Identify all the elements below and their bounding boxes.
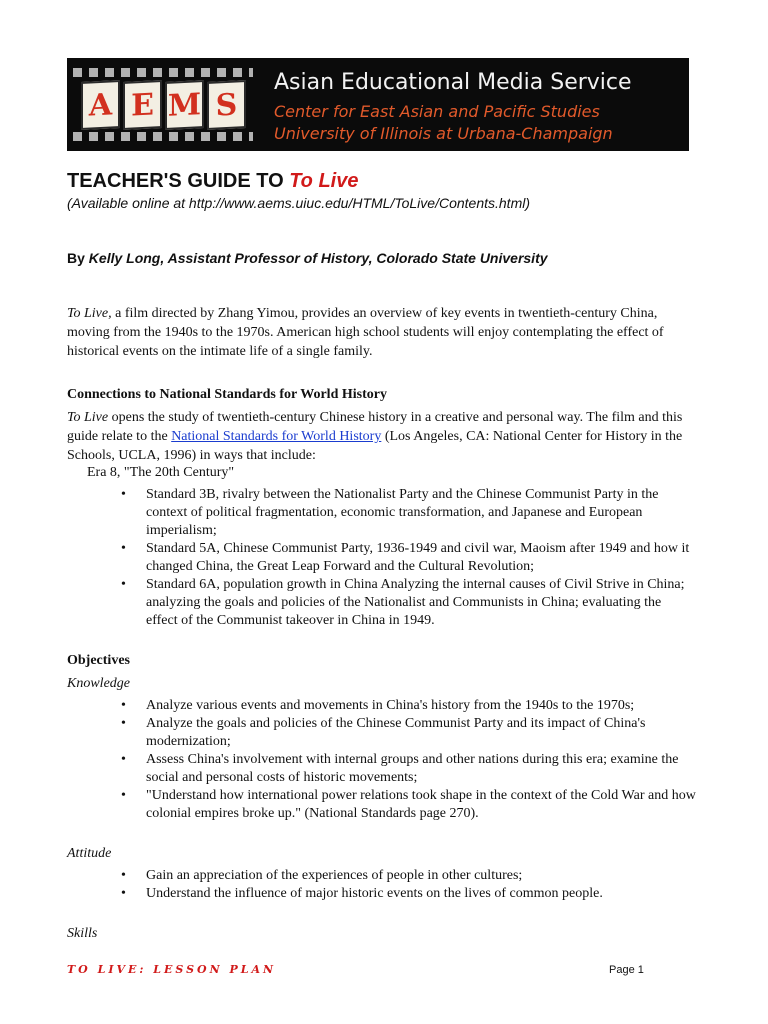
list-item: • Analyze the goals and policies of the Chinese Communist Party and its impact of China's modernization; bbox=[146, 715, 696, 751]
national-standards-link[interactable]: National Standards for World History bbox=[171, 429, 382, 444]
guide-title-film: To Live bbox=[289, 170, 359, 192]
intro-text: a film directed by Zhang Yimou, provides an overview of key events in twentieth-century China, moving from the 1940s to the 1970s. American high school students will enjoy contemplating the effect of historical events on the intimate life of a single family. bbox=[67, 306, 664, 359]
byline-author: Kelly Long, Assistant Professor of History, Colorado State University bbox=[88, 250, 548, 266]
film-strip-top bbox=[73, 68, 253, 77]
intro-film-title: To Live, bbox=[67, 306, 112, 321]
knowledge-label: Knowledge bbox=[67, 676, 130, 691]
guide-title-prefix: TEACHER'S GUIDE TO bbox=[67, 170, 284, 192]
banner-title: Asian Educational Media Service bbox=[274, 70, 632, 95]
connections-film-title: To Live bbox=[67, 410, 109, 425]
standards-list bbox=[146, 486, 696, 630]
knowledge-list bbox=[146, 697, 696, 823]
connections-heading: Connections to National Standards for World History bbox=[67, 387, 387, 402]
byline-by: By bbox=[67, 250, 85, 266]
attitude-list bbox=[146, 867, 696, 903]
footer-lesson-plan: TO LIVE: LESSON PLAN bbox=[67, 963, 277, 976]
era-label: Era 8, "The 20th Century" bbox=[87, 465, 235, 480]
list-item: • Analyze various events and movements in China's history from the 1940s to the 1970s; bbox=[146, 697, 696, 715]
skills-label: Skills bbox=[67, 926, 98, 941]
list-item: • "Understand how international power relations took shape in the context of the Cold War and how colonial empires broke up." (National Standards page 270). bbox=[146, 787, 696, 823]
connections-text-1: opens the study of twentieth-century Chinese history in a creative and personal way. The film and this guide relate to the bbox=[67, 410, 683, 444]
banner-subtitle-center: Center for East Asian and Pacific Studies bbox=[274, 102, 600, 121]
connections-text-2: (Los Angeles, CA: National Center for History in the Schools, UCLA, 1996) in ways that include: bbox=[67, 429, 683, 463]
aems-banner bbox=[67, 58, 689, 151]
list-item: • Understand the influence of major historic events on the lives of common people. bbox=[146, 885, 696, 903]
film-strip-bottom bbox=[73, 132, 253, 141]
list-item: • Assess China's involvement with internal groups and other nations during this era; examine the social and personal costs of historic movements; bbox=[146, 751, 696, 787]
byline bbox=[67, 250, 548, 266]
aems-logo bbox=[81, 81, 246, 129]
intro-paragraph bbox=[67, 304, 692, 361]
page-number: Page 1 bbox=[609, 964, 644, 976]
banner-subtitle-university: University of Illinois at Urbana-Champaign bbox=[274, 124, 613, 143]
list-item: • Standard 6A, population growth in China Analyzing the internal causes of Civil Strive in China; analyzing the goals and policies of the Nationalist and Communists in China; evaluating the effect of the Communist takeover in China in 1949. bbox=[146, 576, 696, 630]
objectives-heading: Objectives bbox=[67, 653, 130, 668]
logo-letter: M bbox=[165, 80, 204, 130]
list-item: • Standard 5A, Chinese Communist Party, 1936-1949 and civil war, Maoism after 1949 and how it changed China, the Great Leap Forward and the Cultural Revolution; bbox=[146, 540, 696, 576]
connections-paragraph bbox=[67, 408, 692, 465]
guide-title bbox=[67, 170, 358, 193]
available-online-note: (Available online at http://www.aems.uiuc.edu/HTML/ToLive/Contents.html) bbox=[67, 195, 531, 211]
logo-letter: A bbox=[81, 80, 120, 130]
logo-letter: E bbox=[123, 80, 162, 130]
list-item: • Standard 3B, rivalry between the Nationalist Party and the Chinese Communist Party in the context of political fragmentation, economic transformation, and Japanese and European imperialism; bbox=[146, 486, 696, 540]
attitude-label: Attitude bbox=[67, 846, 112, 861]
logo-letter: S bbox=[207, 80, 246, 130]
list-item: • Gain an appreciation of the experiences of people in other cultures; bbox=[146, 867, 696, 885]
